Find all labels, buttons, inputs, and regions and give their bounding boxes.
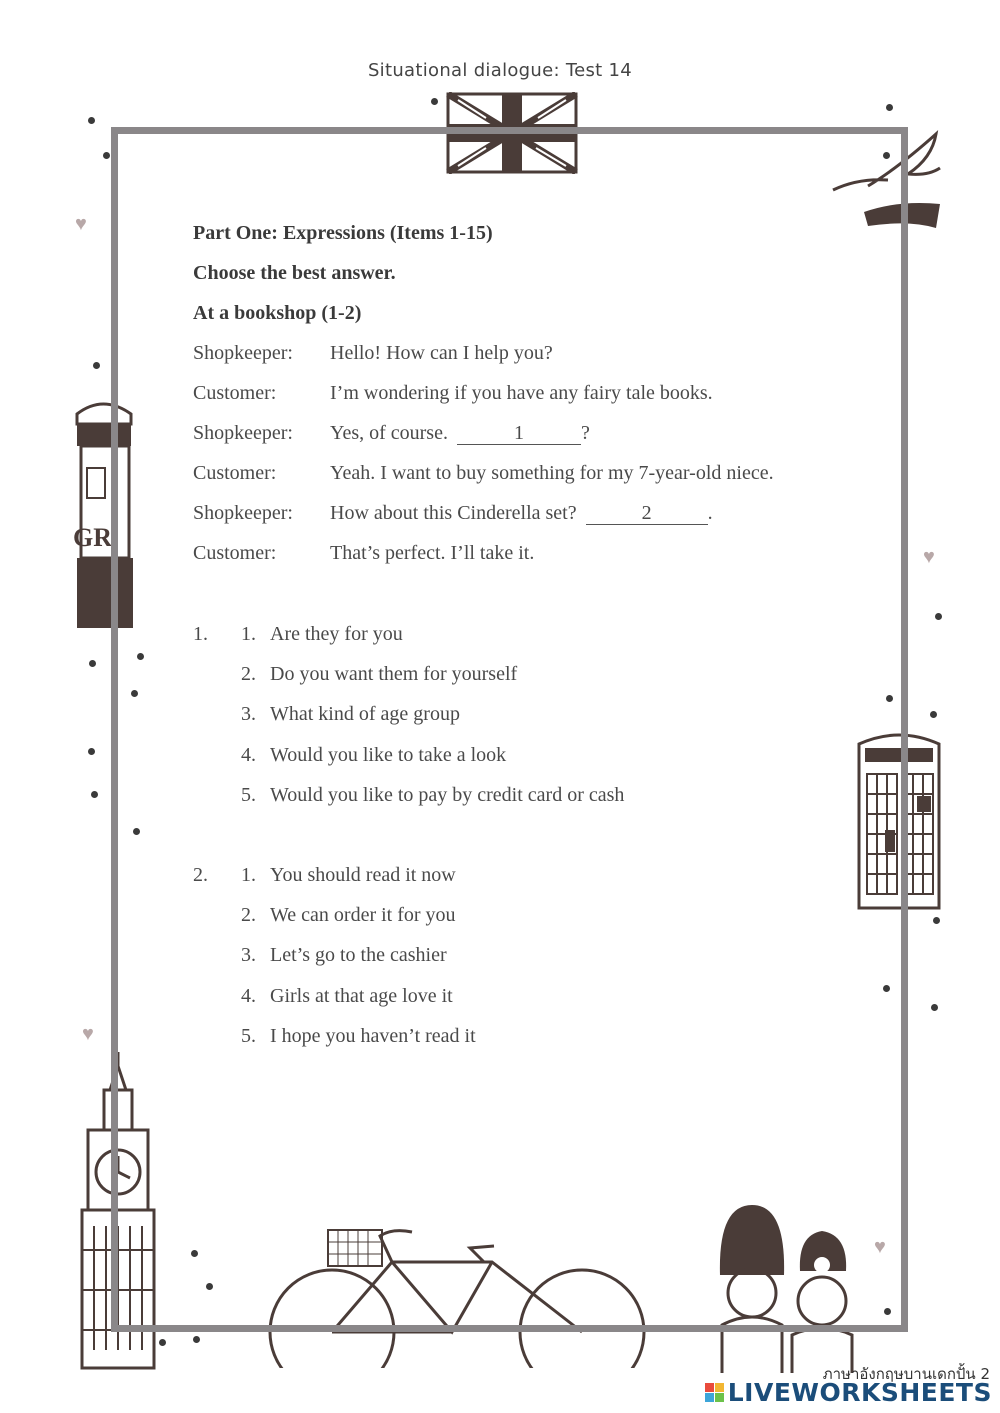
option-number: 2. [241,904,256,927]
option[interactable] [241,780,624,820]
speaker: Customer: [193,382,277,404]
option[interactable] [241,860,476,900]
question-number: 1. [193,623,208,645]
option[interactable] [241,1021,476,1061]
option-number: 4. [241,743,256,766]
decor-dot [431,98,438,105]
dialogue-text: Hello! How can I help you? [330,342,553,364]
option-text: You should read it now [270,864,456,886]
speaker: Customer: [193,542,277,564]
liveworksheets-logo[interactable] [705,1378,992,1407]
instruction: Choose the best answer. [193,262,396,284]
page-header-title: Situational dialogue: Test 14 [367,60,633,81]
dialogue-text: How about this Cinderella set? [330,502,577,524]
dialogue-text: That’s perfect. I’ll take it. [330,542,535,564]
option-number: 3. [241,703,256,726]
decor-dot [159,1339,166,1346]
decor-dot [89,660,96,667]
option-number: 2. [241,663,256,686]
dialogue-text: I’m wondering if you have any fairy tale books. [330,382,713,404]
liveworksheets-logo-icon [705,1383,724,1402]
heart-icon: ♥ [874,1236,886,1258]
option-number: 1. [241,623,256,645]
dialogue-after: . [707,502,713,524]
part-title: Part One: Expressions (Items 1-15) [193,222,493,244]
speaker: Shopkeeper: [193,502,293,524]
dialogue-line [193,458,873,498]
option-number: 5. [241,1024,256,1047]
option-text: Girls at that age love it [270,984,453,1007]
option[interactable] [241,659,624,699]
dialogue-after: ? [580,422,590,444]
part-one-section [193,218,873,578]
speaker: Customer: [193,462,277,484]
decor-dot [88,117,95,124]
dialogue-line [193,538,873,578]
option-text: We can order it for you [270,904,456,927]
dialogue-text-with-blank [330,418,873,458]
decor-dot [88,748,95,755]
question-number: 2. [193,864,208,886]
dialogue-text: Yes, of course. [330,422,448,444]
decor-dot [103,152,110,159]
options-list [241,860,476,1061]
speaker: Shopkeeper: [193,342,293,364]
dialogue-text-with-blank [330,498,873,538]
answer-blank-2[interactable]: 2 [586,502,708,525]
option[interactable] [241,740,624,780]
heart-icon: ♥ [923,546,935,568]
dialogue-text: Yeah. I want to buy something for my 7-year-old niece. [330,462,774,484]
postbox-gr-text: GR [73,523,112,552]
decor-dot [935,613,942,620]
option-number: 4. [241,984,256,1007]
dialogue-line [193,498,873,538]
option[interactable] [241,981,476,1021]
option[interactable] [241,619,624,659]
option[interactable] [241,900,476,940]
option-text: Do you want them for yourself [270,663,518,686]
decor-dot [886,104,893,111]
scene-title: At a bookshop (1-2) [193,302,362,324]
option[interactable] [241,699,624,739]
brand-text: LIVEWORKSHEETS [727,1378,992,1407]
heart-icon: ♥ [82,1023,94,1045]
decor-dot [193,1336,200,1343]
option-text: I hope you haven’t read it [270,1024,476,1047]
option-text: What kind of age group [270,703,460,726]
option-text: Would you like to pay by credit card or cash [270,783,625,806]
answer-blank-1[interactable]: 1 [457,422,581,445]
option-text: Let’s go to the cashier [270,944,447,967]
decor-dot [933,917,940,924]
decor-dot [93,362,100,369]
dialogue-line [193,338,873,378]
dialogue-line [193,418,873,458]
options-list [241,619,624,820]
dialogue-line [193,378,873,418]
option-number: 5. [241,783,256,806]
option-text: Are they for you [270,623,403,645]
option[interactable] [241,940,476,980]
heart-icon: ♥ [75,213,87,235]
decor-dot [91,791,98,798]
decor-dot [931,1004,938,1011]
speaker: Shopkeeper: [193,422,293,444]
option-text: Would you like to take a look [270,743,507,766]
decor-dot [930,711,937,718]
option-number: 1. [241,864,256,886]
footer-thai-text: ภาษาอังกฤษบานเดกปั้น 2 [822,1365,990,1383]
option-number: 3. [241,944,256,967]
